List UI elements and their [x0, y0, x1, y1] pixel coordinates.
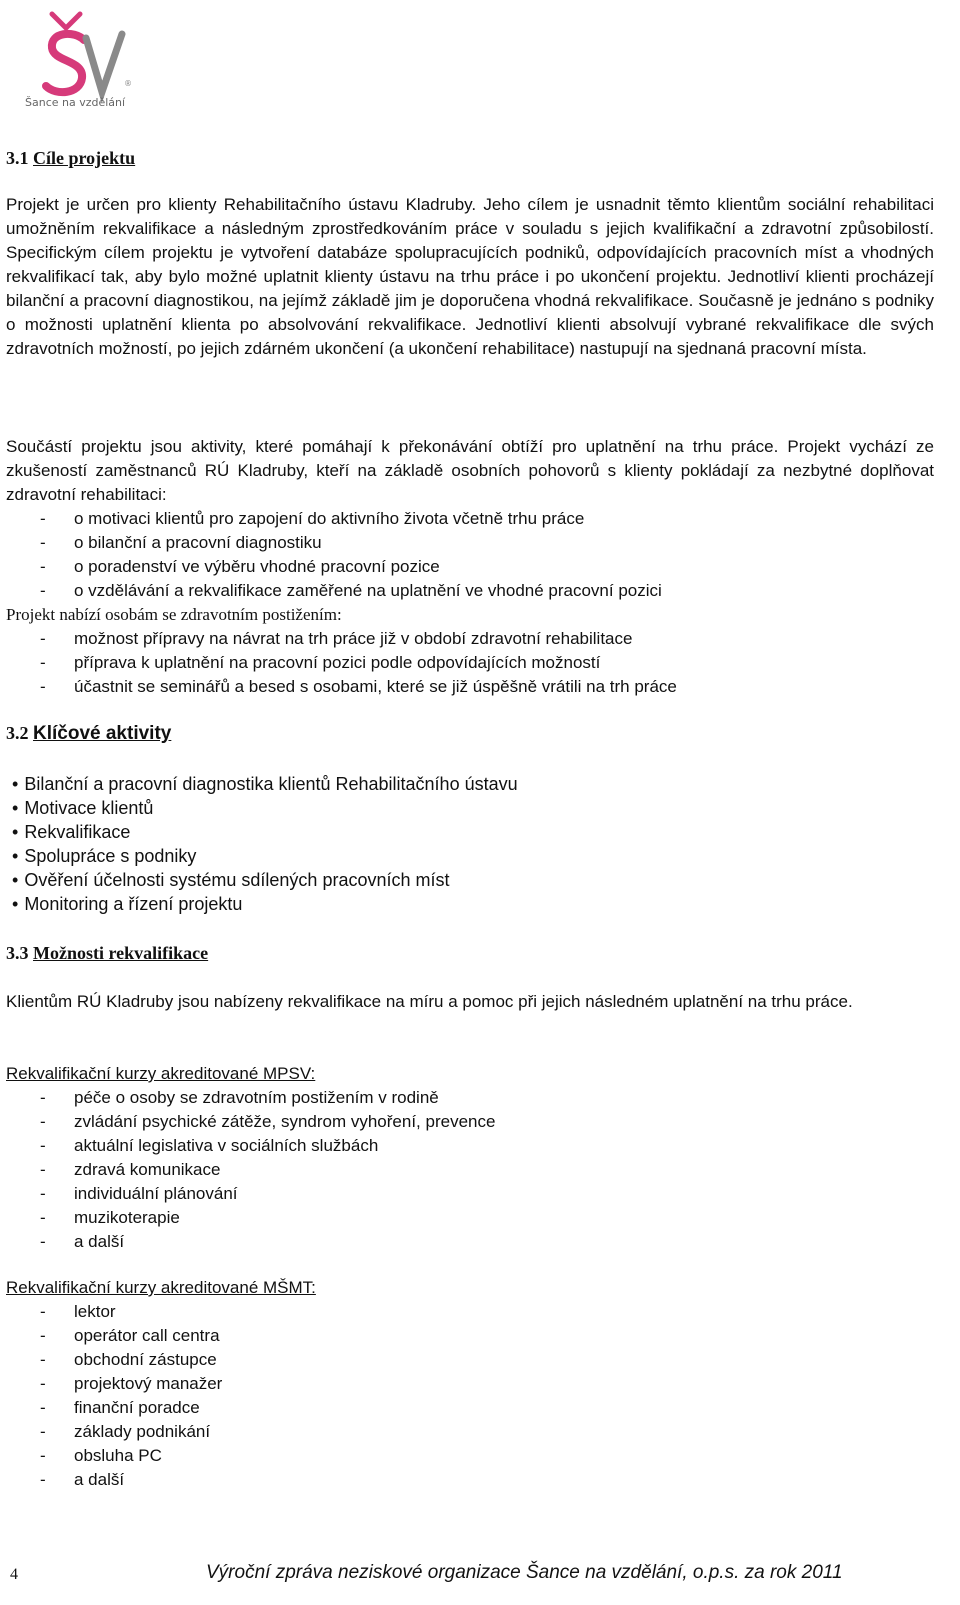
list-item: - obchodní zástupce [40, 1350, 217, 1369]
activities-paragraph: Součástí projektu jsou aktivity, které pomáhají k překonávání obtíží pro uplatnění na trhu práce. Projekt vychází ze zkušeností zaměstnanců RÚ Kladruby, kteří na základě osobních pohovorů s klienty pokládají za nezbytné doplňovat zdravotní rehabilitaci: [6, 437, 934, 504]
list-item: • Bilanční a pracovní diagnostika klientů Rehabilitačního ústavu [6, 772, 518, 796]
section-number: 3.1 [6, 148, 29, 168]
list-item: - základy podnikání [40, 1422, 211, 1441]
logo-caption: Šance na vzdělání [25, 96, 126, 109]
footer-text: Výroční zpráva neziskové organizace Šance na vzdělání, o.p.s. za rok 2011 [206, 1562, 843, 1583]
rehab-list [6, 507, 662, 603]
list-item: - o motivaci klientů pro zapojení do aktivního života včetně trhu práce [40, 509, 585, 528]
offer-list [6, 627, 677, 699]
mpsv-heading: Rekvalifikační kurzy akreditované MPSV: [6, 1064, 316, 1083]
list-item: - o poradenství ve výběru vhodné pracovní pozice [40, 557, 440, 576]
section-number: 3.2 [6, 723, 29, 743]
section-title: Možnosti rekvalifikace [33, 943, 209, 963]
list-item: - účastnit se seminářů a besed s osobami, které se již úspěšně vrátili na trh práce [40, 677, 677, 696]
list-item: • Monitoring a řízení projektu [6, 892, 518, 916]
list-item: - individuální plánování [40, 1184, 238, 1203]
section-title: Cíle projektu [33, 148, 136, 168]
section-heading-activities [6, 723, 171, 745]
msmt-list [6, 1300, 222, 1492]
offer-intro: Projekt nabízí osobám se zdravotním postižením: [6, 605, 342, 624]
list-item: • Ověření účelnosti systému sdílených pracovních míst [6, 868, 518, 892]
mpsv-list [6, 1086, 495, 1254]
list-item: - projektový manažer [40, 1374, 223, 1393]
list-item: - péče o osoby se zdravotním postižením v rodině [40, 1088, 439, 1107]
list-item: - o vzdělávání a rekvalifikace zaměřené na uplatnění ve vhodné pracovní pozici [40, 581, 662, 600]
list-item: - muzikoterapie [40, 1208, 180, 1227]
list-item: - operátor call centra [40, 1326, 220, 1345]
list-item: - a další [40, 1470, 125, 1489]
section-number: 3.3 [6, 943, 29, 963]
section-heading-retraining [6, 943, 208, 964]
retraining-paragraph: Klientům RÚ Kladruby jsou nabízeny rekvalifikace na míru a pomoc při jejich následném uplatnění na trhu práce. [6, 992, 853, 1011]
list-item: - o bilanční a pracovní diagnostiku [40, 533, 322, 552]
list-item: - zdravá komunikace [40, 1160, 221, 1179]
list-item: - aktuální legislativa v sociálních službách [40, 1136, 379, 1155]
list-item: - příprava k uplatnění na pracovní pozici podle odpovídajících možností [40, 653, 601, 672]
msmt-heading: Rekvalifikační kurzy akreditované MŠMT: [6, 1278, 316, 1297]
list-item: - obsluha PC [40, 1446, 162, 1465]
list-item: - lektor [40, 1302, 116, 1321]
list-item: - finanční poradce [40, 1398, 200, 1417]
list-item: • Motivace klientů [6, 796, 518, 820]
list-item: - a další [40, 1232, 125, 1251]
svg-text:®: ® [124, 79, 132, 88]
section-title: Klíčové aktivity [33, 723, 172, 744]
goals-paragraph: Projekt je určen pro klienty Rehabilitačního ústavu Kladruby. Jeho cílem je usnadnit těmto klientům sociální rehabilitaci umožněním rekvalifikace a následným zprostředkováním práce v souladu s jejich kvalifikační a zdravotní způsobilostí. Specifickým cílem projektu je vytvoření databáze spolupracujících podniků, odpovídajících pracovních míst a vhodných rekvalifikací tak, aby bylo možné uplatnit klienty ústavu na trhu práce i po ukončení projektu. Jednotliví klienti procházejí bilanční a pracovní diagnostikou, na jejímž základě jim je doporučena vhodná rekvalifikace. Současně je jednáno s podniky o možnosti uplatnění klienta po absolvování rekvalifikace. Jednotliví klienti absolvují vybrané rekvalifikace dle svých zdravotních možností, po jejich zdárném ukončení (a ukončení rehabilitace) nastupují na sjednaná pracovní místa. [6, 195, 934, 358]
list-item: • Rekvalifikace [6, 820, 518, 844]
key-activities-list [6, 772, 518, 916]
list-item: - zvládání psychické zátěže, syndrom vyhoření, prevence [40, 1112, 496, 1131]
list-item: - možnost přípravy na návrat na trh práce již v období zdravotní rehabilitace [40, 629, 633, 648]
section-heading-goals [6, 148, 135, 169]
list-item: • Spolupráce s podniky [6, 844, 518, 868]
page-number: 4 [10, 1566, 18, 1583]
